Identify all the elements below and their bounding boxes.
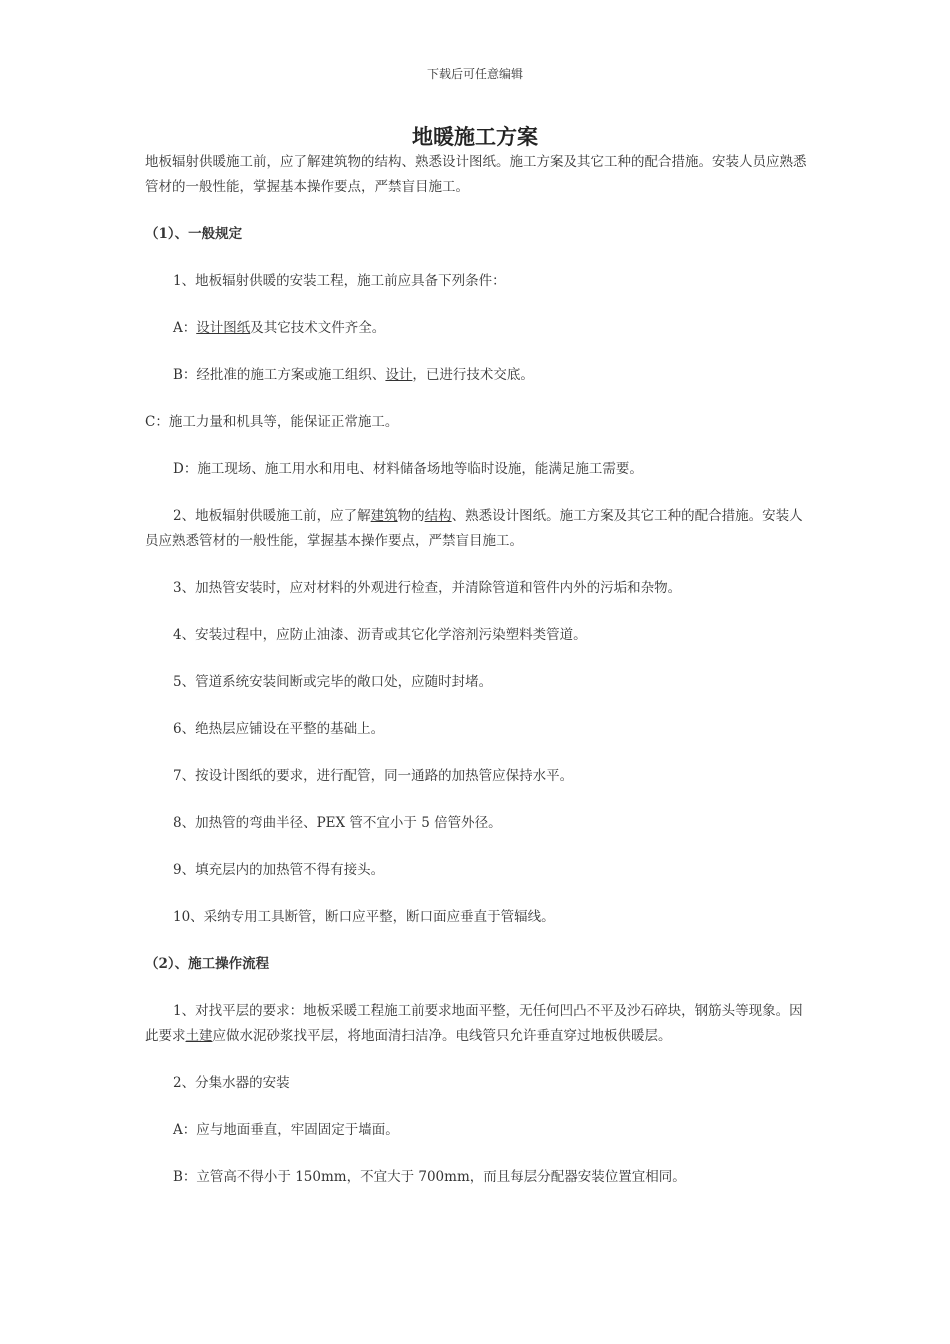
section1-item-3: 3、加热管安装时，应对材料的外观进行检查，并清除管道和管件内外的污垢和杂物。 — [173, 580, 682, 596]
section1-item-1: 1、地板辐射供暖的安装工程，施工前应具备下列条件： — [173, 273, 506, 289]
s2-item-1-suffix: 应做水泥砂浆找平层，将地面清扫洁净。电线管只允许垂直穿过地板供暖层。 — [212, 1028, 672, 1044]
s2-item-1-prefix: 1、对找平层的要求：地板采暖工程施工前要求地面平整，无任何凹凸不平及沙石碎块，钢筋头等现象。因此要求 — [145, 1003, 803, 1044]
structure-link[interactable]: 结构 — [424, 508, 452, 524]
section2-heading: （2）、施工操作流程 — [145, 956, 270, 972]
section1-item-b — [145, 363, 810, 388]
building-link[interactable]: 建筑 — [370, 508, 398, 524]
item-2-mid: 物的 — [397, 508, 425, 524]
document-body — [145, 150, 810, 1212]
section1-item-5: 5、管道系统安装间断或完毕的敞口处，应随时封堵。 — [173, 674, 493, 690]
item-a-prefix: A： — [173, 320, 197, 336]
civil-works-link[interactable]: 土建 — [185, 1028, 213, 1044]
section1-item-a — [145, 316, 810, 341]
section1-item-6: 6、绝热层应铺设在平整的基础上。 — [173, 721, 385, 737]
section1-item-4: 4、安装过程中，应防止油漆、沥青或其它化学溶剂污染塑料类管道。 — [173, 627, 587, 643]
section1-item-7: 7、按设计图纸的要求，进行配管，同一通路的加热管应保持水平。 — [173, 768, 574, 784]
section1-item-8: 8、加热管的弯曲半径、PEX 管不宜小于 5 倍管外径。 — [173, 815, 502, 831]
section2-item-a: A：应与地面垂直，牢固固定于墙面。 — [173, 1122, 399, 1138]
document-title: 地暖施工方案 — [412, 124, 538, 149]
section1-item-2 — [145, 504, 810, 554]
section1-item-9: 9、填充层内的加热管不得有接头。 — [173, 862, 385, 878]
section2-item-1 — [145, 999, 810, 1049]
section2-item-b: B：立管高不得小于 150mm，不宜大于 700mm，而且每层分配器安装位置宜相同。 — [173, 1169, 686, 1185]
intro-paragraph: 地板辐射供暖施工前，应了解建筑物的结构、熟悉设计图纸。施工方案及其它工种的配合措施。安装人员应熟悉管材的一般性能，掌握基本操作要点，严禁盲目施工。 — [145, 154, 807, 195]
section2-item-2: 2、分集水器的安装 — [173, 1075, 290, 1091]
item-2-prefix: 2、地板辐射供暖施工前，应了解 — [173, 508, 371, 524]
design-drawings-link[interactable]: 设计图纸 — [196, 320, 251, 336]
section1-item-10: 10、采纳专用工具断管，断口应平整，断口面应垂直于管辐线。 — [173, 909, 555, 925]
section1-heading: （1）、一般规定 — [145, 226, 243, 242]
item-2-suffix: 、熟悉设计图纸。施工方案及其它工种的配合措施。安装人员应熟悉管材的一般性能，掌握基本操作要点，严禁盲目施工。 — [145, 508, 803, 549]
section1-item-c: C：施工力量和机具等，能保证正常施工。 — [145, 414, 399, 430]
item-a-suffix: 及其它技术文件齐全。 — [250, 320, 386, 336]
item-b-suffix: ，已进行技术交底。 — [412, 367, 534, 383]
design-link[interactable]: 设计 — [385, 367, 413, 383]
item-b-prefix: B：经批准的施工方案或施工组织、 — [173, 367, 386, 383]
page-header: 下载后可任意编辑 — [426, 67, 523, 81]
section1-item-d: D：施工现场、施工用水和用电、材料储备场地等临时设施，能满足施工需要。 — [173, 461, 643, 477]
